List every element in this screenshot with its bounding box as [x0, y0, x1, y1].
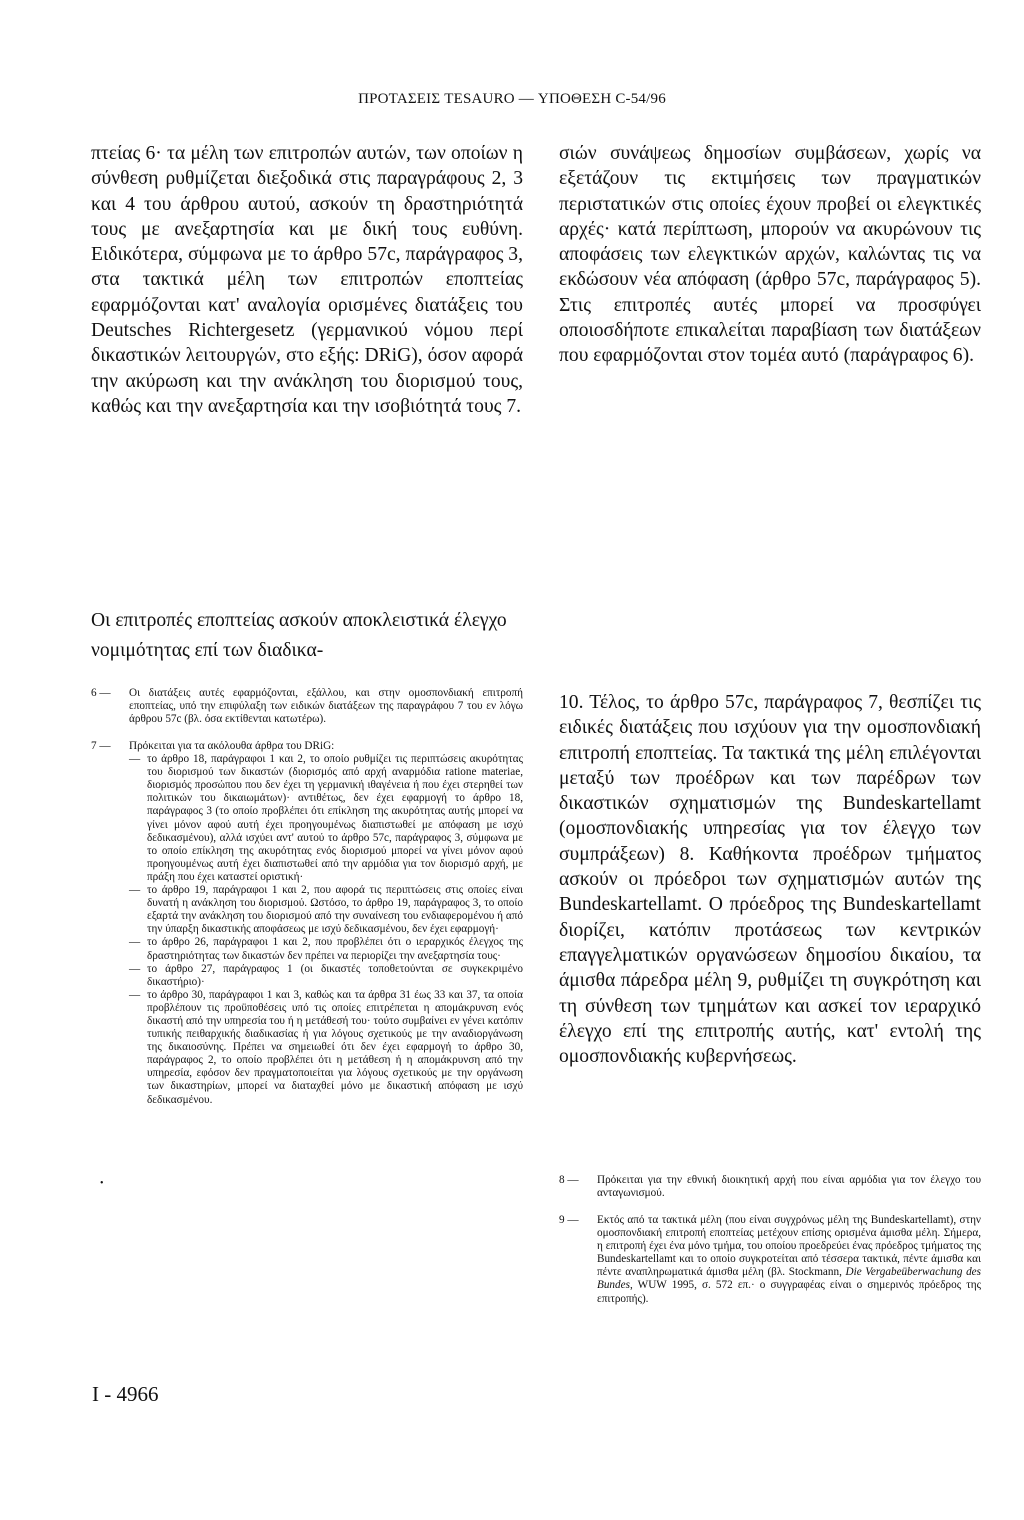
- list-item-text: το άρθρο 27, παράγραφος 1 (οι δικαστές τοποθετούνται σε συγκεκριμένο δικαστήριο)·: [147, 962, 523, 988]
- footnote-number: 8 —: [559, 1174, 579, 1186]
- footnote-text-part: , WUW 1995, σ. 572 επ.· ο συγγραφέας είναι ο σημερινός πρόεδρος της επιτροπής).: [597, 1279, 981, 1305]
- list-dash: —: [129, 936, 141, 949]
- list-item-text: το άρθρο 30, παράγραφοι 1 και 3, καθώς και τα άρθρα 31 έως 33 και 37, τα οποία προβλέπουν τις προϋποθέσεις υπό τις οποίες επιτρέπεται η απομάκρυνση ενός δικαστή από την υπηρεσία του ή η μετάθεσή του· τούτο συμβαίνει εν γένει κατόπιν τυπικής πειθαρχικής διαδικασίας ή για λόγους σχετικούς με την αναδιοργάνωση της δικαιοσύνης. Πρέπει να σημειωθεί ότι δεν έχει εφαρμογή το άρθρο 30, παράγραφος 2, το οποίο προβλέπει ότι η μετάθεση ή η απομάκρυνση από την υπηρεσία, εφόσον δεν πραγματοποιείται για λόγους σχετικούς με την οργάνωση των δικαστηρίων, μπορεί να διαταχθεί μόνο με δικαστική απόφαση με ισχύ δεδικασμένου.: [147, 988, 523, 1106]
- footnote-text: Οι διατάξεις αυτές εφαρμόζονται, εξάλλου, και στην ομοσπονδιακή επιτροπή εποπτείας, υπό την επιφύλαξη των ειδικών διατάξεων της παραγράφου 7 του εν λόγω άρθρου 57c (βλ. όσα εκτίθενται κατωτέρω).: [129, 687, 523, 726]
- list-item-text: το άρθρο 18, παράγραφοι 1 και 2, το οποίο ρυθμίζει τις περιπτώσεις ακυρότητας του διορισμού των δικαστών (διορισμός από αρχή αναρμόδια ratione materiae, διορισμός προσώπου που δεν έχει τη γερμανική ιθαγένεια ή που έχει στερηθεί των πολιτικών του δικαιωμάτων)· αντιθέτως, δεν έχει εφαρμογή το άρθρο 18, παράγραφος 3 (το οποίο προβλέπει ότι επίκληση της ακυρότητας αυτής μπορεί να γίνει μόνον αφού αυτή έχει προηγουμένως διαπιστωθεί με απόφαση με ισχύ δεδικασμένου), αλλά ισχύει αντ' αυτού το άρθρο 57c, παράγραφος 3, σύμφωνα με το οποίο επίκληση της ακυρότητας ενός διορισμού μπορεί να γίνει μόνον αφού προηγουμένως αυτή έχει διαπιστωθεί από την αρμόδια για τον διορισμό αρχή, με πράξη που έχει καταστεί οριστική·: [147, 753, 523, 883]
- footnote-list-item: [129, 753, 523, 884]
- footnote-number: 7 —: [91, 740, 111, 752]
- cited-title: Die Vergabeüberwachung des Bundes: [597, 1266, 982, 1292]
- footnote-9: [559, 1214, 981, 1306]
- right-column-paragraph: σιών συνάψεως δημοσίων συμβάσεων, χωρίς να εξετάζουν τις εκτιμήσεις των πραγματικών περιστατικών στις οποίες έχουν προβεί οι ελεγκτικές αρχές· κατά περίπτωση, μπορούν να ακυρώνουν τις αποφάσεις των ελεγκτικών αρχών, καλώντας τις να εκδώσουν νέα απόφαση (άρθρο 57c, παράγραφος 5). Στις επιτροπές αυτές μπορεί να προσφύγει οποιοσδήποτε επικαλείται παραβίαση των διατάξεων που εφαρμόζονται στον τομέα αυτό (παράγραφος 6).: [559, 143, 981, 367]
- list-dash: —: [129, 962, 141, 975]
- page-number: I - 4966: [92, 1382, 159, 1406]
- footnote-list-item: [129, 989, 523, 1107]
- footnote-8: [559, 1174, 981, 1200]
- footnote-intro: Πρόκειται για τα ακόλουθα άρθρα του DRiG:: [129, 740, 335, 752]
- footnote-text-part: Εκτός από τα τακτικά μέλη (που είναι συγχρόνως μέλη της Bundeskartellamt), στην ομοσπονδιακή επιτροπή εποπτείας μετέχουν επίσης ορισμένα άμισθα μέλη. Σήμερα, η επιτροπή έχει ένα μόνο τμήμα, του οποίου προεδρεύει ένας πρόεδρος τμήματος της Bundeskartellamt και το οποίο συγκροτείται από τέσσερα τακτικά, πέντε άμισθα και πέντε αναπληρωματικά άμισθα μέλη (βλ. Stockmann,: [597, 1214, 981, 1279]
- list-dash: —: [129, 988, 141, 1001]
- footnote-list-item: [129, 963, 523, 989]
- left-column-heading-paragraph: Οι επιτροπές εποπτείας ασκούν αποκλειστικά έλεγχο νομιμότητας επί των διαδικα-: [91, 610, 507, 661]
- footnote-list-item: [129, 936, 523, 962]
- section-10-paragraph: 10. Τέλος, το άρθρο 57c, παράγραφος 7, θεσπίζει τις ειδικές διατάξεις που ισχύουν για την ομοσπονδιακή επιτροπή εποπτείας. Τα τακτικά της μέλη επιλέγονται μεταξύ των προέδρων και των παρέδρων των δικαστικών σχηματισμών της Bundeskartellamt (ομοσπονδιακής υπηρεσίας για τον έλεγχο των συμπράξεων) 8. Καθήκοντα προέδρων τμήματος ασκούν οι πρόεδροι των σχηματισμών αυτών της Bundeskartellamt. Ο πρόεδρος της Bundeskartellamt διορίζει, κατόπιν προτάσεως των κεντρικών επαγγελματικών οργανώσεων δημοσίου δικαίου, τα άμισθα πάρεδρα μέλη 9, ρυθμίζει τη συγκρότηση και τη σύνθεση των τμημάτων και ασκεί τον ιεραρχικό έλεγχο επί της επιτροπής αυτής, κατ' εντολή της ομοσπονδιακής κυβερνήσεως.: [559, 692, 981, 1068]
- footnote-number: 9 —: [559, 1214, 579, 1226]
- list-item-text: το άρθρο 19, παράγραφοι 1 και 2, που αφορά τις περιπτώσεις στις οποίες είναι δυνατή η ανάκληση του διορισμού. Ωστόσο, το άρθρο 19, παράγραφος 3, το οποίο εξαρτά την ανάκληση του διορισμού από την συναίνεση του ενδιαφερομένου ή από την ύπαρξη δικαστικής αποφάσεως με ισχύ δεδικασμένου, δεν έχει εφαρμογή·: [147, 884, 523, 936]
- footnote-number: 6 —: [91, 687, 111, 699]
- list-item-text: το άρθρο 26, παράγραφοι 1 και 2, που προβλέπει ότι ο ιεραρχικός έλεγχος της δραστηριότητας των δικαστών δεν πρέπει να περιορίζει την ανεξαρτησία τους·: [147, 936, 523, 962]
- footnote-text: Πρόκειται για την εθνική διοικητική αρχή που είναι αρμόδια για τον έλεγχο του ανταγωνισμού.: [597, 1174, 981, 1200]
- footnote-6: [91, 687, 523, 726]
- left-column-paragraph: πτείας 6· τα μέλη των επιτροπών αυτών, των οποίων η σύνθεση ρυθμίζεται διεξοδικά στις παραγράφους 2, 3 και 4 του άρθρου αυτού, ασκούν τη δραστηριότητά τους με ανεξαρτησία και με δική τους ευθύνη. Ειδικότερα, σύμφωνα με το άρθρο 57c, παράγραφος 3, στα τακτικά μέλη των επιτροπών εποπτείας εφαρμόζονται κατ' αναλογία ορισμένες διατάξεις του Deutsches Richtergesetz (γερμανικού νόμου περί δικαστικών λειτουργών, στο εξής: DRiG), όσον αφορά την ακύρωση και την ανάκληση του διορισμού τους, καθώς και την ανεξαρτησία και την ισοβιότητά τους 7.: [91, 143, 523, 417]
- list-dash: —: [129, 753, 141, 766]
- footnote-text: [597, 1214, 981, 1306]
- running-header: ΠΡΟΤΑΣΕΙΣ TESAURO — ΥΠΟΘΕΣΗ C-54/96: [358, 91, 666, 107]
- footnote-list-item: [129, 884, 523, 936]
- margin-mark: •: [100, 1178, 104, 1189]
- footnote-7: [91, 740, 523, 1107]
- list-dash: —: [129, 884, 141, 897]
